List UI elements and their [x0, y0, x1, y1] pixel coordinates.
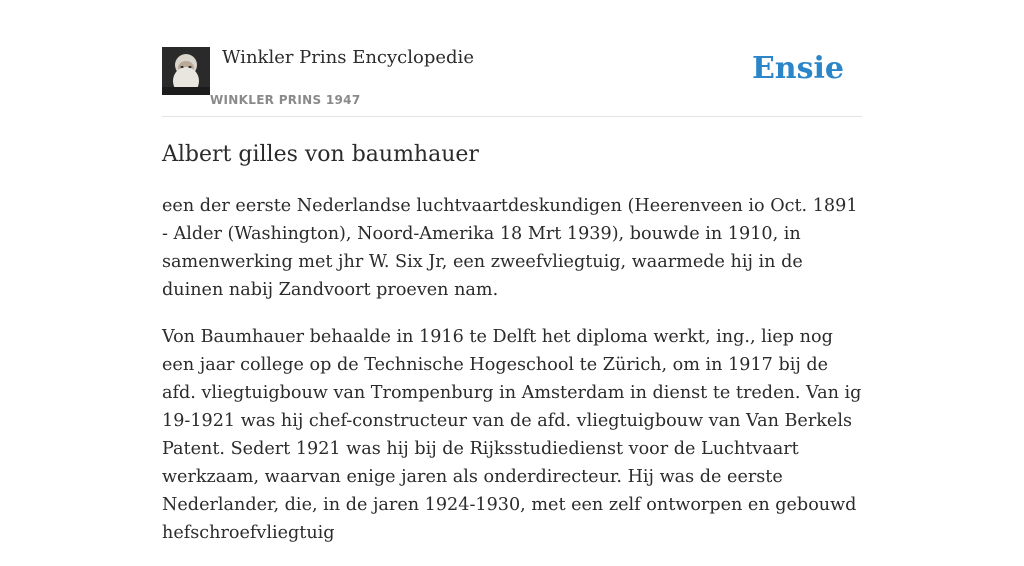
article-paragraph: een der eerste Nederlandse luchtvaartdeskundigen (Heerenveen io Oct. 1891 - Alder (Washington), Noord-Amerika 18 Mrt 1939), bouwde in 1910, in samenwerking met jhr W. Six Jr, een zweefvliegtuig, waarmede hij in de duinen nabij Zandvoort proeven nam.	[162, 196, 858, 300]
source-name[interactable]: Winkler Prins Encyclopedie	[222, 47, 474, 68]
portrait-avatar-icon	[162, 47, 210, 95]
page	[162, 0, 862, 543]
article-body	[162, 192, 862, 566]
article-paragraph: Von Baumhauer behaalde in 1916 te Delft het diploma werkt, ing., liep nog een jaar college op de Technische Hogeschool te Zürich, om in 1917 bij de afd. vliegtuigbouw van Trompenburg in Amsterdam in dienst te treden. Van ig 19-1921 was hij chef-constructeur van de afd. vliegtuigbouw van Van Berkels Patent. Sedert 1921 was hij bij de Rijksstudiedienst voor de Luchtvaart werkzaam, waarvan enige jaren als onderdirecteur. Hij was de eerste Nederlander, die, in de jaren 1924-1930, met een zelf ontworpen en gebouwd hefschroefvliegtuig	[162, 327, 862, 543]
ensie-logo[interactable]: Ensie	[751, 51, 844, 86]
source-header	[162, 0, 862, 117]
source-avatar[interactable]	[162, 47, 210, 95]
source-edition: WINKLER PRINS 1947	[210, 93, 361, 107]
article-title: Albert gilles von baumhauer	[162, 142, 479, 167]
